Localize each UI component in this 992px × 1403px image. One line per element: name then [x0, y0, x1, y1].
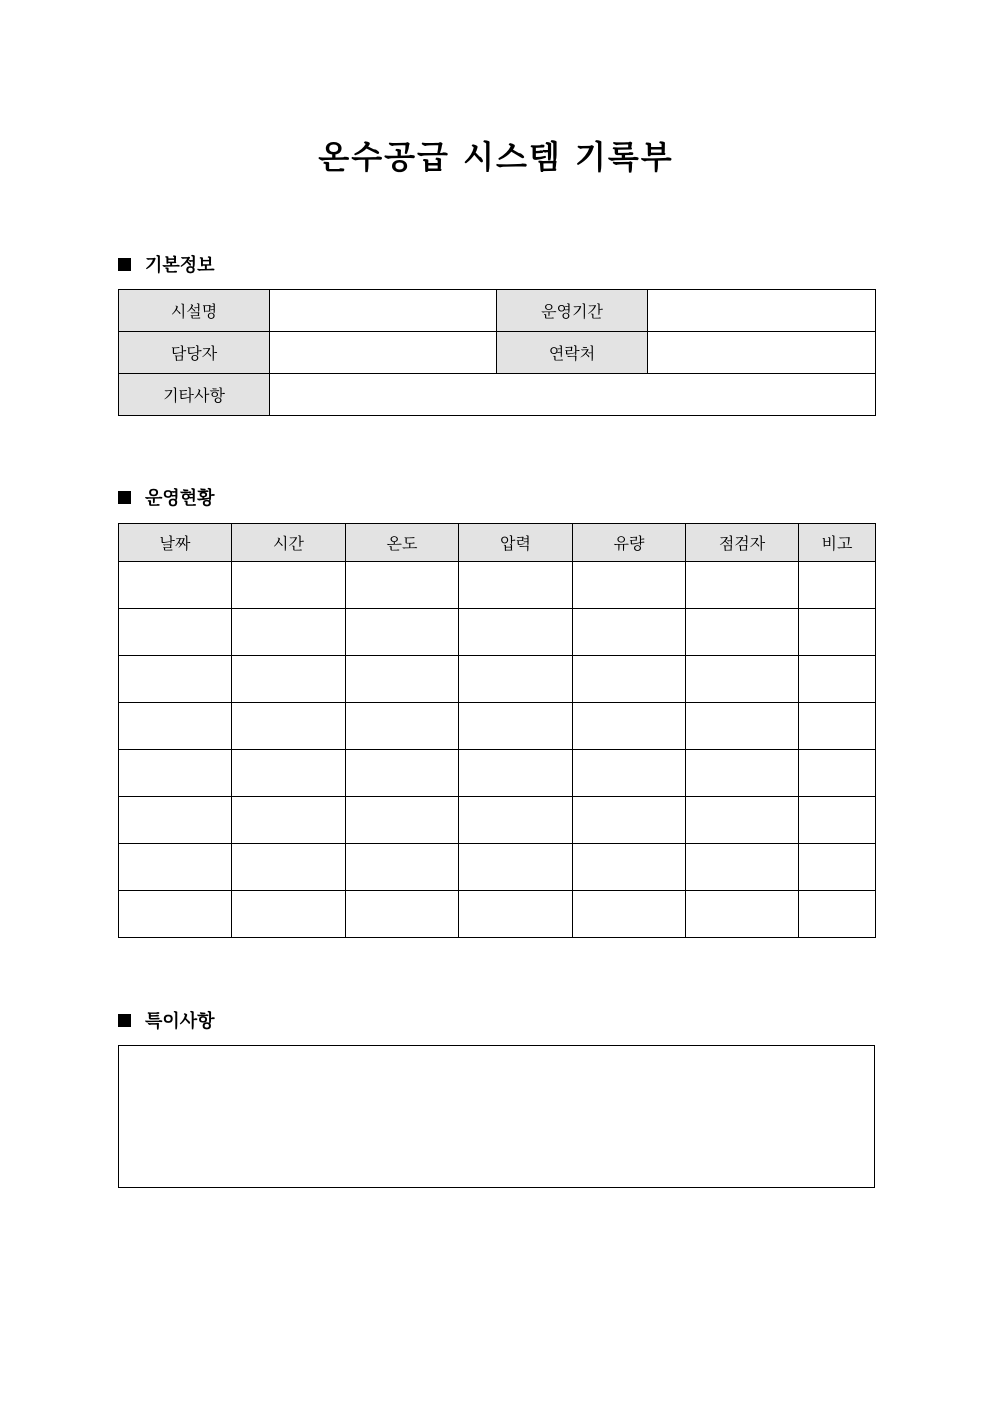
cell-inspector[interactable] [686, 703, 799, 750]
table-row [119, 797, 876, 844]
operation-period-label: 운영기간 [497, 290, 648, 332]
section-title: 기본정보 [145, 255, 215, 276]
basic-info-table [118, 289, 876, 416]
column-header-temperature: 온도 [346, 524, 459, 562]
cell-inspector[interactable] [686, 656, 799, 703]
cell-time[interactable] [232, 609, 346, 656]
cell-date[interactable] [119, 609, 232, 656]
cell-flow[interactable] [573, 703, 686, 750]
cell-inspector[interactable] [686, 750, 799, 797]
cell-pressure[interactable] [459, 750, 573, 797]
cell-flow[interactable] [573, 562, 686, 609]
section-title: 특이사항 [145, 1011, 215, 1032]
table-row [119, 656, 876, 703]
cell-time[interactable] [232, 844, 346, 891]
cell-flow[interactable] [573, 609, 686, 656]
table-row [119, 703, 876, 750]
cell-date[interactable] [119, 844, 232, 891]
cell-flow[interactable] [573, 797, 686, 844]
cell-date[interactable] [119, 891, 232, 938]
cell-time[interactable] [232, 750, 346, 797]
column-header-inspector: 점검자 [686, 524, 799, 562]
cell-pressure[interactable] [459, 844, 573, 891]
cell-temperature[interactable] [346, 656, 459, 703]
table-header-row [119, 524, 876, 562]
document-title: 온수공급 시스템 기록부 [318, 138, 674, 176]
cell-pressure[interactable] [459, 656, 573, 703]
contact-field[interactable] [648, 332, 876, 374]
cell-pressure[interactable] [459, 703, 573, 750]
cell-date[interactable] [119, 797, 232, 844]
cell-flow[interactable] [573, 844, 686, 891]
cell-date[interactable] [119, 562, 232, 609]
table-row [119, 750, 876, 797]
cell-temperature[interactable] [346, 797, 459, 844]
operation-period-field[interactable] [648, 290, 876, 332]
cell-temperature[interactable] [346, 609, 459, 656]
cell-time[interactable] [232, 562, 346, 609]
cell-flow[interactable] [573, 656, 686, 703]
column-header-time: 시간 [232, 524, 346, 562]
cell-remarks[interactable] [799, 750, 876, 797]
column-header-pressure: 압력 [459, 524, 573, 562]
section-heading-notes [118, 1008, 215, 1032]
cell-temperature[interactable] [346, 844, 459, 891]
operation-table [118, 523, 876, 938]
other-notes-field[interactable] [270, 374, 876, 416]
cell-temperature[interactable] [346, 562, 459, 609]
cell-flow[interactable] [573, 891, 686, 938]
section-title: 운영현황 [145, 488, 215, 509]
cell-remarks[interactable] [799, 797, 876, 844]
section-heading-basic-info [118, 252, 215, 276]
cell-inspector[interactable] [686, 844, 799, 891]
cell-inspector[interactable] [686, 891, 799, 938]
facility-name-label: 시설명 [119, 290, 270, 332]
table-row [119, 332, 876, 374]
cell-remarks[interactable] [799, 703, 876, 750]
cell-date[interactable] [119, 750, 232, 797]
cell-remarks[interactable] [799, 891, 876, 938]
manager-field[interactable] [270, 332, 497, 374]
cell-pressure[interactable] [459, 562, 573, 609]
table-row [119, 290, 876, 332]
cell-inspector[interactable] [686, 562, 799, 609]
contact-label: 연락처 [497, 332, 648, 374]
table-row [119, 609, 876, 656]
square-bullet-icon [118, 258, 131, 271]
cell-temperature[interactable] [346, 750, 459, 797]
cell-time[interactable] [232, 703, 346, 750]
cell-date[interactable] [119, 656, 232, 703]
column-header-remarks: 비고 [799, 524, 876, 562]
cell-inspector[interactable] [686, 797, 799, 844]
cell-remarks[interactable] [799, 609, 876, 656]
cell-flow[interactable] [573, 750, 686, 797]
cell-time[interactable] [232, 656, 346, 703]
cell-pressure[interactable] [459, 797, 573, 844]
table-row [119, 891, 876, 938]
cell-remarks[interactable] [799, 656, 876, 703]
table-row [119, 844, 876, 891]
facility-name-field[interactable] [270, 290, 497, 332]
notes-field[interactable] [118, 1045, 875, 1188]
section-heading-operation [118, 485, 215, 509]
table-row [119, 374, 876, 416]
column-header-date: 날짜 [119, 524, 232, 562]
manager-label: 담당자 [119, 332, 270, 374]
cell-date[interactable] [119, 703, 232, 750]
cell-time[interactable] [232, 797, 346, 844]
cell-pressure[interactable] [459, 891, 573, 938]
cell-temperature[interactable] [346, 891, 459, 938]
cell-remarks[interactable] [799, 844, 876, 891]
column-header-flow: 유량 [573, 524, 686, 562]
square-bullet-icon [118, 491, 131, 504]
square-bullet-icon [118, 1014, 131, 1027]
cell-time[interactable] [232, 891, 346, 938]
table-row [119, 562, 876, 609]
cell-remarks[interactable] [799, 562, 876, 609]
cell-temperature[interactable] [346, 703, 459, 750]
cell-pressure[interactable] [459, 609, 573, 656]
cell-inspector[interactable] [686, 609, 799, 656]
other-notes-label: 기타사항 [119, 374, 270, 416]
